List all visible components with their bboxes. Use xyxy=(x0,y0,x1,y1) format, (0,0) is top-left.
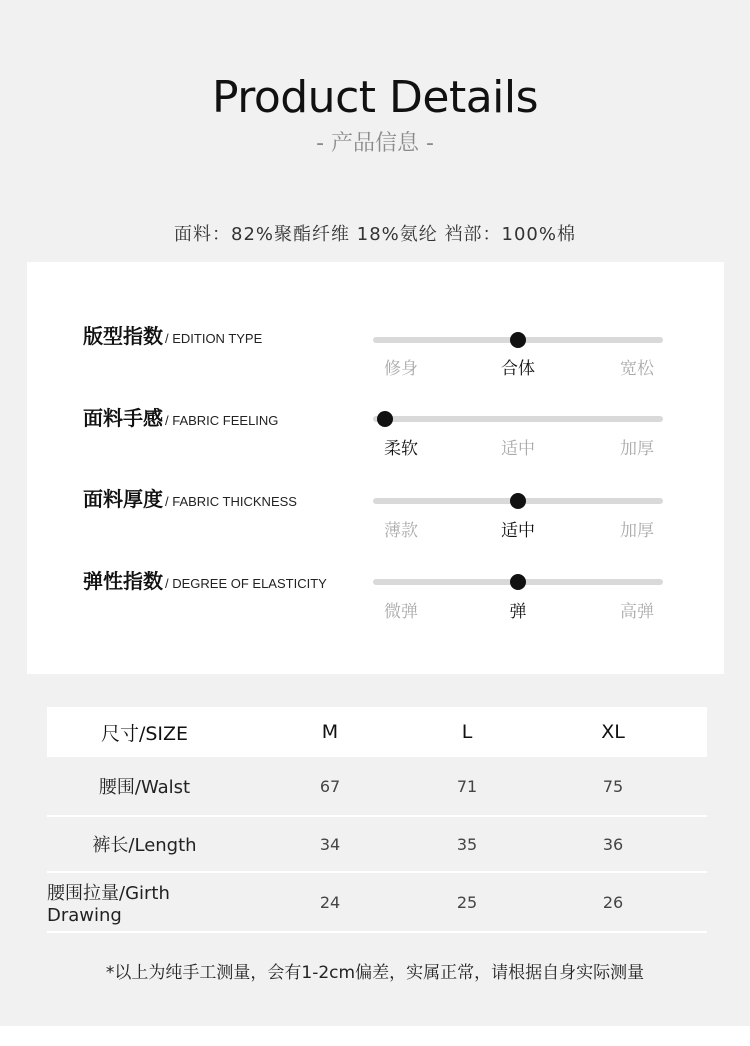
metric-slider-track xyxy=(373,337,663,343)
metric-slider-knob xyxy=(510,493,526,509)
metric-slider-track xyxy=(373,498,663,504)
metric-title-en: / FABRIC FEELING xyxy=(165,413,279,428)
row-value: 26 xyxy=(602,892,624,912)
metric-options xyxy=(373,434,663,458)
header-cell-m: M xyxy=(321,721,339,743)
metric-option: 弹 xyxy=(509,602,527,622)
metric-label xyxy=(83,320,262,349)
row-value: 71 xyxy=(456,776,478,796)
page-subtitle: - 产品信息 - xyxy=(316,131,434,156)
metric-slider-knob xyxy=(510,332,526,348)
measurement-note: *以上为纯手工测量，会有1-2cm偏差，实属正常，请根据自身实际测量 xyxy=(105,963,645,983)
row-value: 75 xyxy=(602,776,624,796)
metric-title-en: / EDITION TYPE xyxy=(165,331,263,346)
row-value: 24 xyxy=(319,892,341,912)
row-value: 35 xyxy=(456,834,478,854)
metric-fabric-thickness xyxy=(27,483,724,553)
metric-option: 修身 xyxy=(384,359,418,379)
metric-option: 柔软 xyxy=(384,439,418,459)
metric-option: 加厚 xyxy=(620,521,654,541)
metric-options xyxy=(373,354,663,378)
table-row xyxy=(47,817,707,873)
metric-option: 高弹 xyxy=(620,602,654,622)
row-value: 36 xyxy=(602,834,624,854)
row-value: 67 xyxy=(319,776,341,796)
metric-title-cn: 版型指数 xyxy=(83,324,163,348)
metric-options xyxy=(373,597,663,621)
row-label: 腰围拉量/Girth Drawing xyxy=(47,882,170,926)
metric-option: 微弹 xyxy=(384,602,418,622)
row-value: 25 xyxy=(456,892,478,912)
metric-elasticity xyxy=(27,565,724,635)
metric-option: 适中 xyxy=(501,439,535,459)
metric-title-cn: 面料手感 xyxy=(83,406,163,430)
metric-label xyxy=(83,483,297,512)
page-title: Product Details xyxy=(211,72,539,123)
table-row xyxy=(47,757,707,817)
metric-title-cn: 弹性指数 xyxy=(83,569,163,593)
metric-option: 适中 xyxy=(501,521,535,541)
metric-edition-type xyxy=(27,320,724,390)
bottom-divider xyxy=(0,1026,750,1046)
header-cell-l: L xyxy=(461,721,473,743)
metric-slider-knob xyxy=(377,411,393,427)
header-cell-size: 尺寸/SIZE xyxy=(100,722,189,745)
row-value: 34 xyxy=(319,834,341,854)
row-label: 裤长/Length xyxy=(92,835,197,856)
metric-slider-track xyxy=(373,416,663,422)
metric-title-en: / DEGREE OF ELASTICITY xyxy=(165,576,327,591)
metric-label xyxy=(83,402,278,431)
metric-fabric-feeling xyxy=(27,402,724,472)
metrics-card xyxy=(27,262,724,674)
metric-option: 加厚 xyxy=(620,439,654,459)
fabric-composition: 面料：82%聚酯纤维 18%氨纶 裆部：100%棉 xyxy=(174,224,576,245)
table-row xyxy=(47,873,707,933)
size-table xyxy=(47,707,707,933)
metric-title-cn: 面料厚度 xyxy=(83,487,163,511)
metric-option: 宽松 xyxy=(620,359,654,379)
metric-slider-knob xyxy=(510,574,526,590)
metric-options xyxy=(373,516,663,540)
size-table-header xyxy=(47,707,707,757)
metric-option: 薄款 xyxy=(384,521,418,541)
row-label: 腰围/Walst xyxy=(98,777,191,798)
metric-option: 合体 xyxy=(501,359,535,379)
metric-label xyxy=(83,565,327,594)
metric-slider-track xyxy=(373,579,663,585)
header-cell-xl: XL xyxy=(601,721,625,743)
metric-title-en: / FABRIC THICKNESS xyxy=(165,494,297,509)
